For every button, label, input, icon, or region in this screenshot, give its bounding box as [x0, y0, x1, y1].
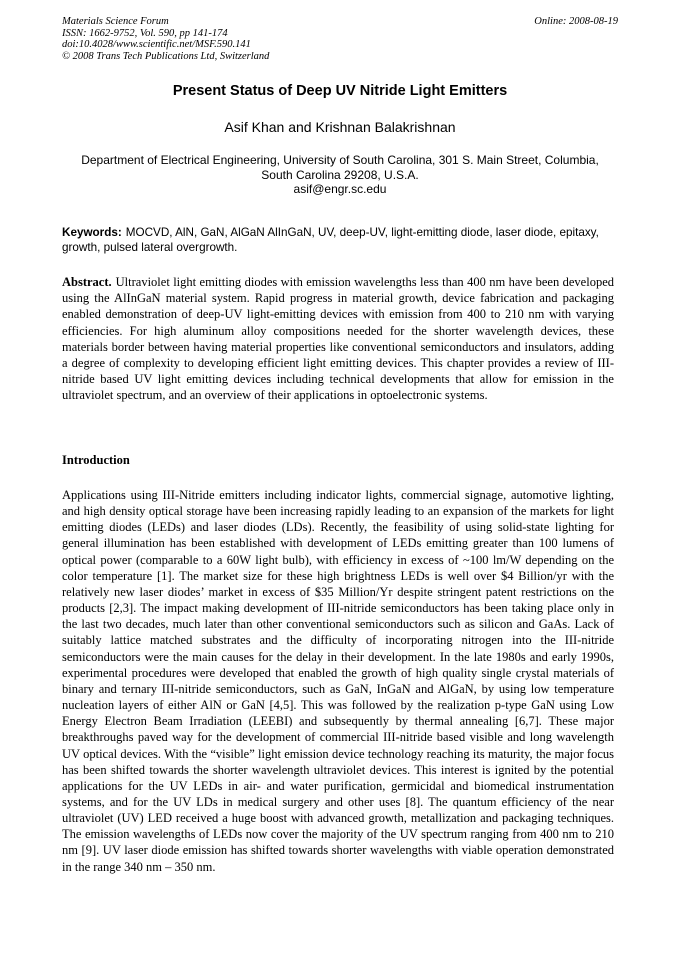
- keywords: [62, 226, 614, 255]
- journal-doi: doi:10.4028/www.scientific.net/MSF.590.141: [62, 39, 251, 50]
- paper-title: Present Status of Deep UV Nitride Light Emitters: [172, 83, 508, 99]
- author-email: asif@engr.sc.edu: [293, 182, 387, 196]
- journal-copyright: © 2008 Trans Tech Publications Ltd, Switzerland: [62, 50, 270, 62]
- abstract-label: Abstract.: [62, 275, 112, 289]
- abstract-text: Ultraviolet light emitting diodes with emission wavelengths less than 400 nm have been developed using the AlInGaN material system. Rapid progress in material growth, device fabrication and packaging enabled demonstration of deep-UV light-emitting devices with emission from 400 to 210 nm with varying efficiencies. For high aluminum alloy compositions needed for the shorter wavelength devices, these materials border between having material properties like conventional semiconductors and insulators, adding a degree of complexity to developing efficient light emitting devices. This chapter provides a review of III-nitride based UV light emitting devices including technical developments that allow for emission in the ultraviolet spectrum, and an overview of their applications in optoelectronic systems.: [62, 275, 614, 403]
- affiliation-line-1: Department of Electrical Engineering, University of South Carolina, 301 S. Main Street, Columbia,: [81, 153, 599, 167]
- keywords-label: Keywords:: [62, 226, 122, 239]
- paper-authors: Asif Khan and Krishnan Balakrishnan: [224, 119, 456, 135]
- online-date: Online: 2008-08-19: [534, 16, 618, 27]
- introduction-heading: Introduction: [62, 453, 130, 467]
- introduction-body: Applications using III-Nitride emitters including indicator lights, commercial signage, automotive lighting, and high density optical storage have been increasing rapidly leading to an expansion of the markets for light emitting diodes (LEDs) and laser diodes (LDs). Recently, the feasibility of using solid-state lighting for general illumination has been established with development of LEDs emitting greater than 100 lumens of optical power (comparable to a 60W light bulb), with efficiency in excess of ~100 lm/W depending on the color temperature [1]. The market size for these high brightness LEDs is well over $4 Billion/yr with the relatively new laser diodes’ market in excess of $35 Million/Yr despite stringent patent restrictions on the products [2,3]. The impact making development of III-nitride semiconductors has been taking place only in the last two decades, much later than other conventional semiconductors such as silicon and GaAs. Lack of suitably lattice matched substrates and the difficulty of incorporating nitrogen into the III-nitride semiconductors were the main causes for the delay in their development. In the late 1980s and early 1990s, experimental procedures were developed that enabled the growth of high quality single crystal materials of binary and ternary III-nitride semiconductors, such as GaN, InGaN and AlGaN, by using low temperature nucleation layers of either AlN or GaN [4,5]. This was followed by the realization p-type GaN using Low Energy Electron Beam Irradiation (LEEBI) and subsequently by thermal annealing [6,7]. These major breakthroughs paved way for the development of commercial III-nitride based visible and long wavelength UV optical devices. With the “visible” light emission device technology reaching its maturity, the major focus has been shifted towards the shorter wavelength ultraviolet devices. This interest is ignited by the potential applications for the UV LEDs in air- and water purification, germicidal and biomedical instrumentation systems, and for the UV LDs in medical surgery and other uses [8]. The quantum efficiency of the near ultraviolet (UV) LED received a huge boost with advanced growth, metallization and packaging techniques. The emission wavelengths of LEDs now cover the majority of the UV spectrum ranging from 400 nm to 210 nm [9]. UV laser diode emission has shifted towards shorter wavelengths with viable operation demonstrated in the range 340 nm – 350 nm.: [62, 488, 614, 874]
- affiliation: [62, 153, 618, 197]
- abstract: [62, 274, 614, 404]
- journal-header: [62, 16, 618, 62]
- keywords-text: MOCVD, AlN, GaN, AlGaN AlInGaN, UV, deep-UV, light-emitting diode, laser diode, epitaxy, growth, pulsed lateral overgrowth.: [62, 226, 599, 254]
- affiliation-line-2: South Carolina 29208, U.S.A.: [261, 167, 419, 182]
- journal-issn: ISSN: 1662-9752, Vol. 590, pp 141-174: [62, 27, 228, 39]
- journal-name: Materials Science Forum: [62, 16, 169, 27]
